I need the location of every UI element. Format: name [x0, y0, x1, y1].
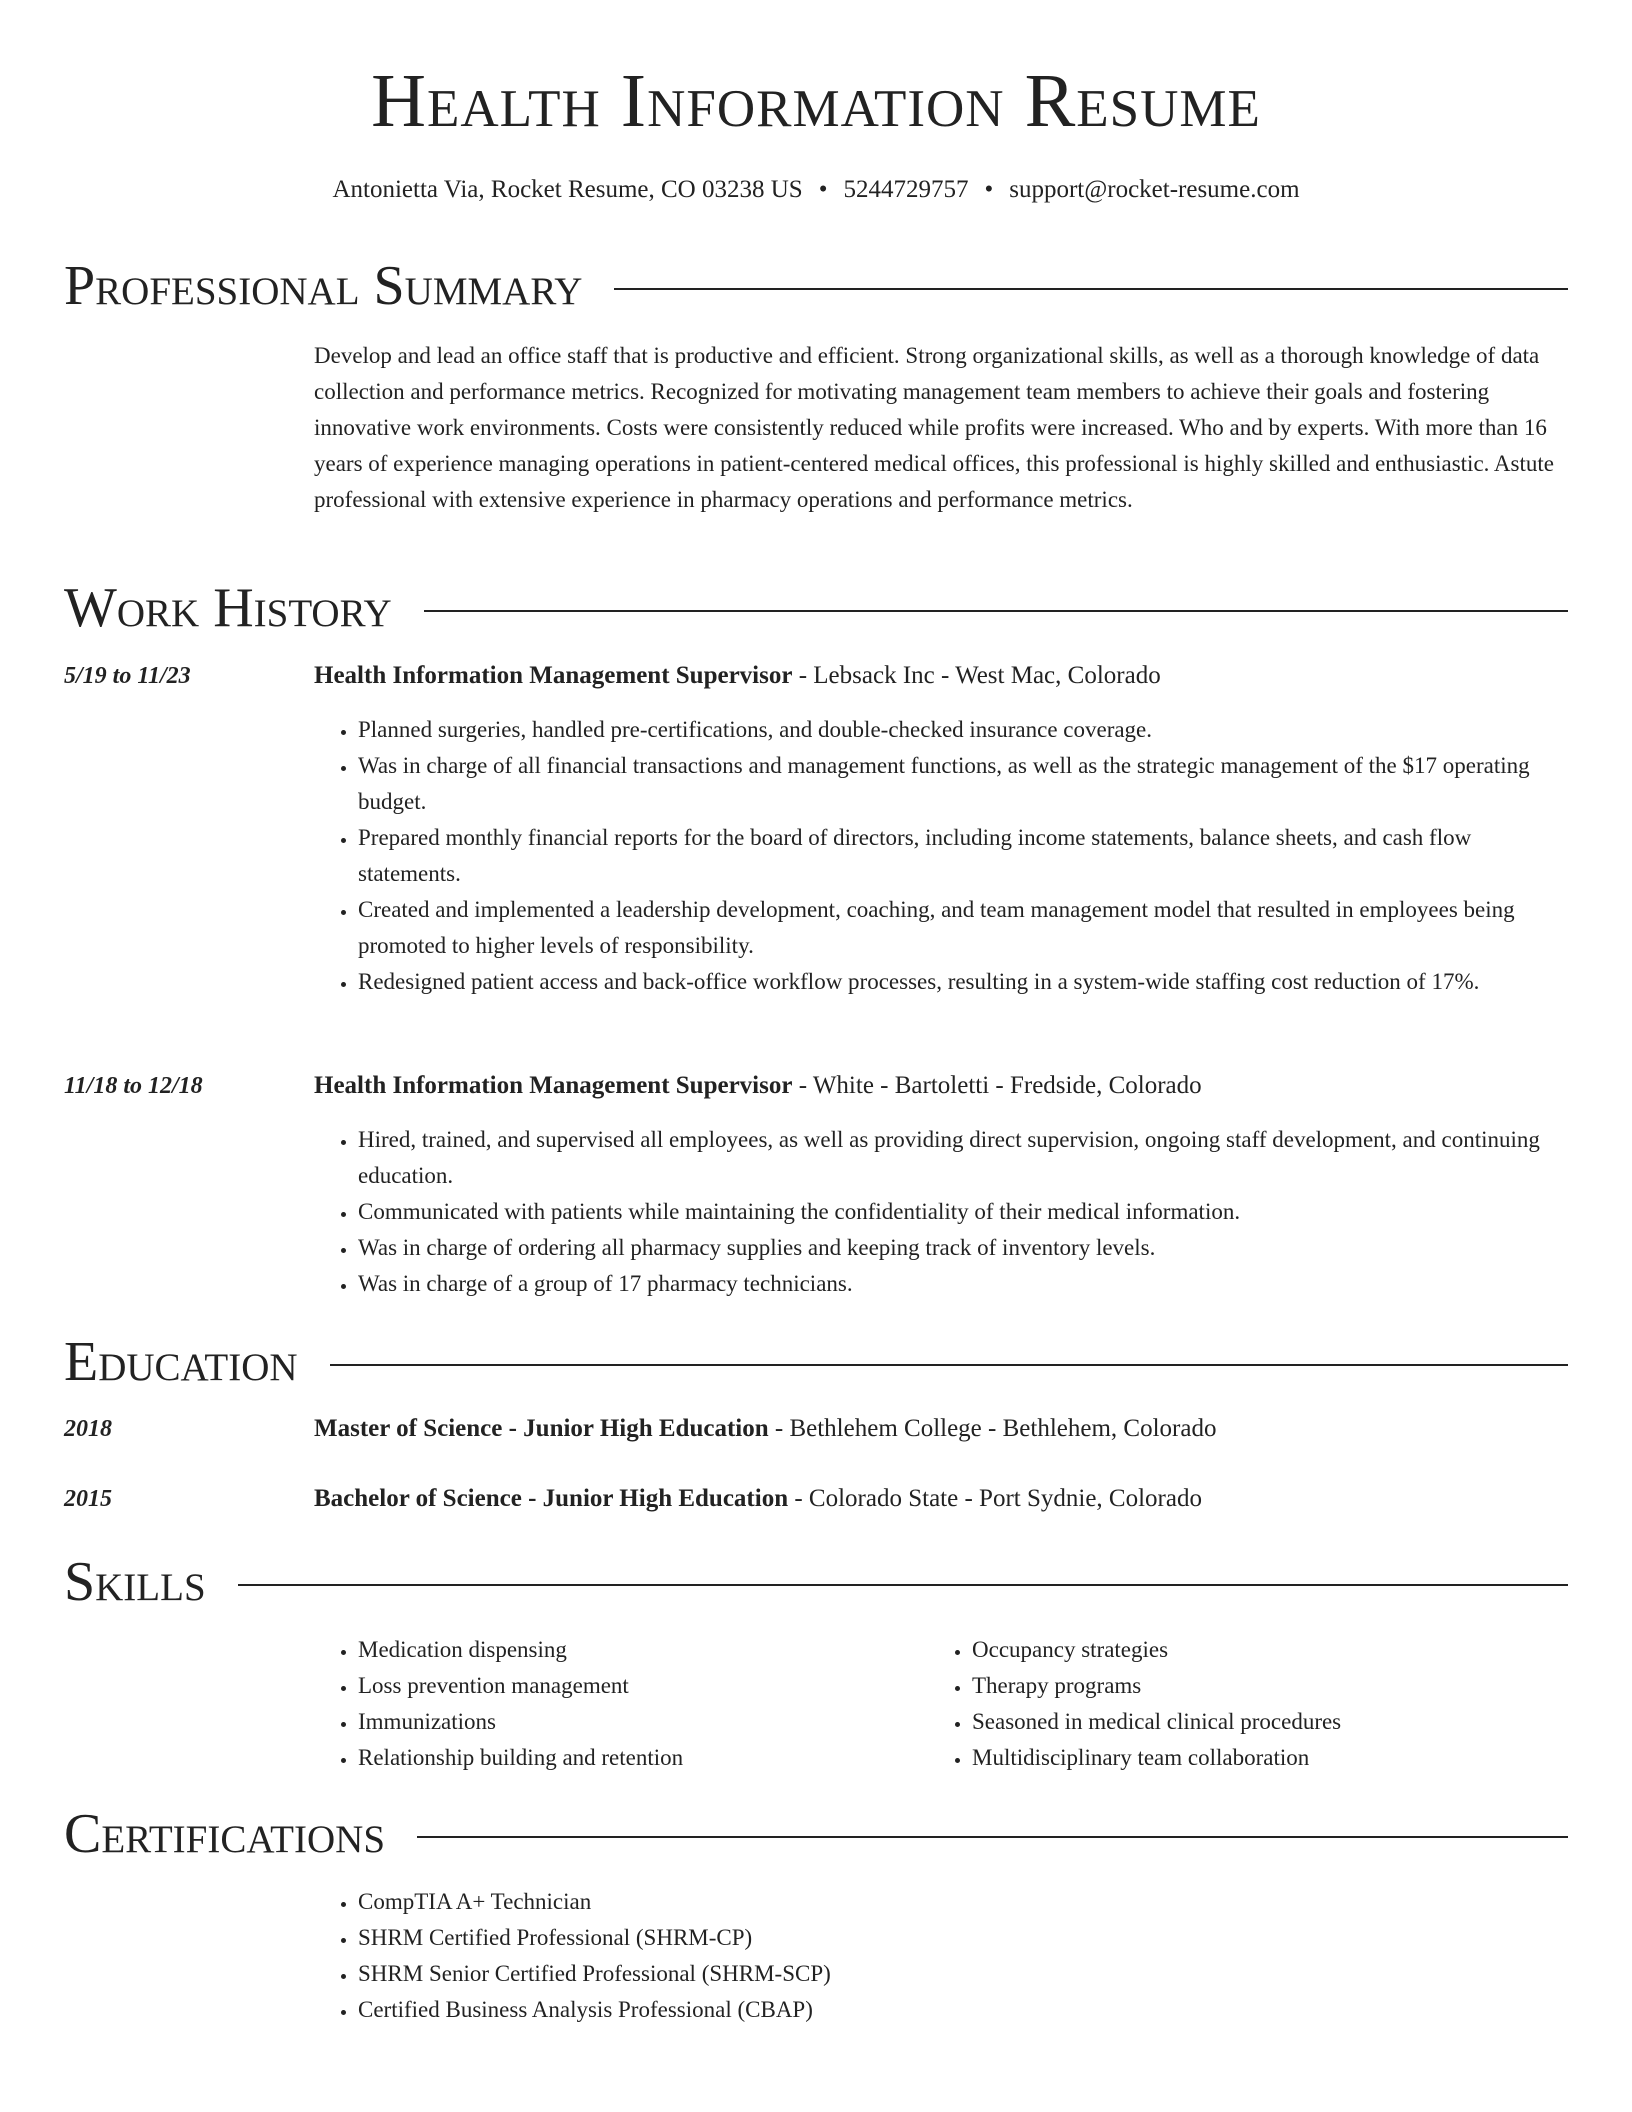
list-item: • Redesigned patient access and back-office workflow processes, resulting in a system-wide staffing cost reduction of 17%. [358, 964, 1568, 1000]
list-item: • Multidisciplinary team collaboration [972, 1740, 1568, 1776]
contact-separator: • [984, 176, 994, 203]
list-item: • Relationship building and retention [358, 1740, 914, 1776]
job-dates: 11/18 to 12/18 [64, 1073, 203, 1099]
job-dates: 5/19 to 11/23 [64, 663, 191, 689]
job-duties-list [314, 1122, 1568, 1302]
contact-email: support@rocket-resume.com [1009, 176, 1300, 203]
certifications-list [314, 1884, 1568, 2028]
list-item: • Communicated with patients while maintaining the confidentiality of their medical information. [358, 1194, 1568, 1230]
list-item: • Hired, trained, and supervised all employees, as well as providing direct supervision, ongoing staff development, and continuing education. [358, 1122, 1568, 1194]
skills-list-right [928, 1632, 1568, 1776]
education-school: - Bethlehem College - Bethlehem, Colorado [768, 1415, 1217, 1442]
work-section-heading [64, 576, 1568, 640]
list-item: • Therapy programs [972, 1668, 1568, 1704]
section-divider [417, 1836, 1568, 1838]
summary-text: Develop and lead an office staff that is productive and efficient. Strong organizational skills, as well as a thorough knowledge of data collection and performance metrics. Recognized for motivating management team members to achieve their goals and fostering innovative work environments. Costs were consistently reduced while profits were increased. Who and by experts. With more than 16 years of experience managing operations in patient-centered medical offices, this professional is highly skilled and enthusiastic. Astute professional with extensive experience in pharmacy operations and performance metrics. [314, 343, 1554, 512]
contact-separator: • [818, 176, 828, 203]
job-title: Health Information Management Supervisor [314, 662, 793, 689]
education-school: - Colorado State - Port Sydnie, Colorado [788, 1485, 1202, 1512]
job-employer: - White - Bartoletti - Fredside, Colorado [792, 1072, 1202, 1099]
list-item: • Certified Business Analysis Professional (CBAP) [358, 1992, 1568, 2028]
list-item: • Immunizations [358, 1704, 914, 1740]
education-heading: Education [64, 1331, 298, 1393]
education-degree: Bachelor of Science - Junior High Education [314, 1485, 789, 1512]
list-item: • Planned surgeries, handled pre-certifications, and double-checked insurance coverage. [358, 712, 1568, 748]
list-item: • Loss prevention management [358, 1668, 914, 1704]
list-item: • Created and implemented a leadership development, coaching, and team management model that resulted in employees being promoted to higher levels of responsibility. [358, 892, 1568, 964]
job-employer: - Lebsack Inc - West Mac, Colorado [792, 662, 1161, 689]
education-section-heading [64, 1330, 1568, 1394]
skills-section-heading [64, 1550, 1568, 1614]
job-title: Health Information Management Supervisor [314, 1072, 793, 1099]
job-title-line [314, 1069, 1568, 1103]
education-degree: Master of Science - Junior High Education [314, 1415, 769, 1442]
education-line [314, 1412, 1568, 1446]
education-line [314, 1482, 1568, 1516]
section-divider [238, 1584, 1568, 1586]
education-year: 2018 [64, 1416, 112, 1442]
list-item: • Medication dispensing [358, 1632, 914, 1668]
list-item: • CompTIA A+ Technician [358, 1884, 1568, 1920]
work-heading: Work History [64, 577, 392, 639]
skills-list-left [314, 1632, 914, 1776]
contact-address: Antonietta Via, Rocket Resume, CO 03238 US [332, 176, 803, 203]
job-title-line [314, 659, 1568, 693]
list-item: • Prepared monthly financial reports for the board of directors, including income statements, balance sheets, and cash flow statements. [358, 820, 1568, 892]
section-divider [424, 610, 1568, 612]
certifications-heading: Certifications [64, 1803, 386, 1865]
list-item: • Seasoned in medical clinical procedures [972, 1704, 1568, 1740]
list-item: • SHRM Certified Professional (SHRM-CP) [358, 1920, 1568, 1956]
contact-phone: 5244729757 [843, 176, 969, 203]
summary-heading: Professional Summary [64, 255, 583, 317]
summary-section-heading [64, 254, 1568, 318]
resume-title: Health Information Resume [371, 59, 1261, 143]
list-item: • Occupancy strategies [972, 1632, 1568, 1668]
section-divider [330, 1364, 1568, 1366]
list-item: • Was in charge of a group of 17 pharmacy technicians. [358, 1266, 1568, 1302]
section-divider [614, 288, 1568, 290]
contact-line [64, 174, 1568, 206]
list-item: • Was in charge of ordering all pharmacy supplies and keeping track of inventory levels. [358, 1230, 1568, 1266]
certifications-section-heading [64, 1802, 1568, 1866]
list-item: • SHRM Senior Certified Professional (SHRM-SCP) [358, 1956, 1568, 1992]
skills-heading: Skills [64, 1551, 206, 1613]
list-item: • Was in charge of all financial transactions and management functions, as well as the strategic management of the $17 operating budget. [358, 748, 1568, 820]
job-duties-list [314, 712, 1568, 1000]
education-year: 2015 [64, 1486, 112, 1512]
